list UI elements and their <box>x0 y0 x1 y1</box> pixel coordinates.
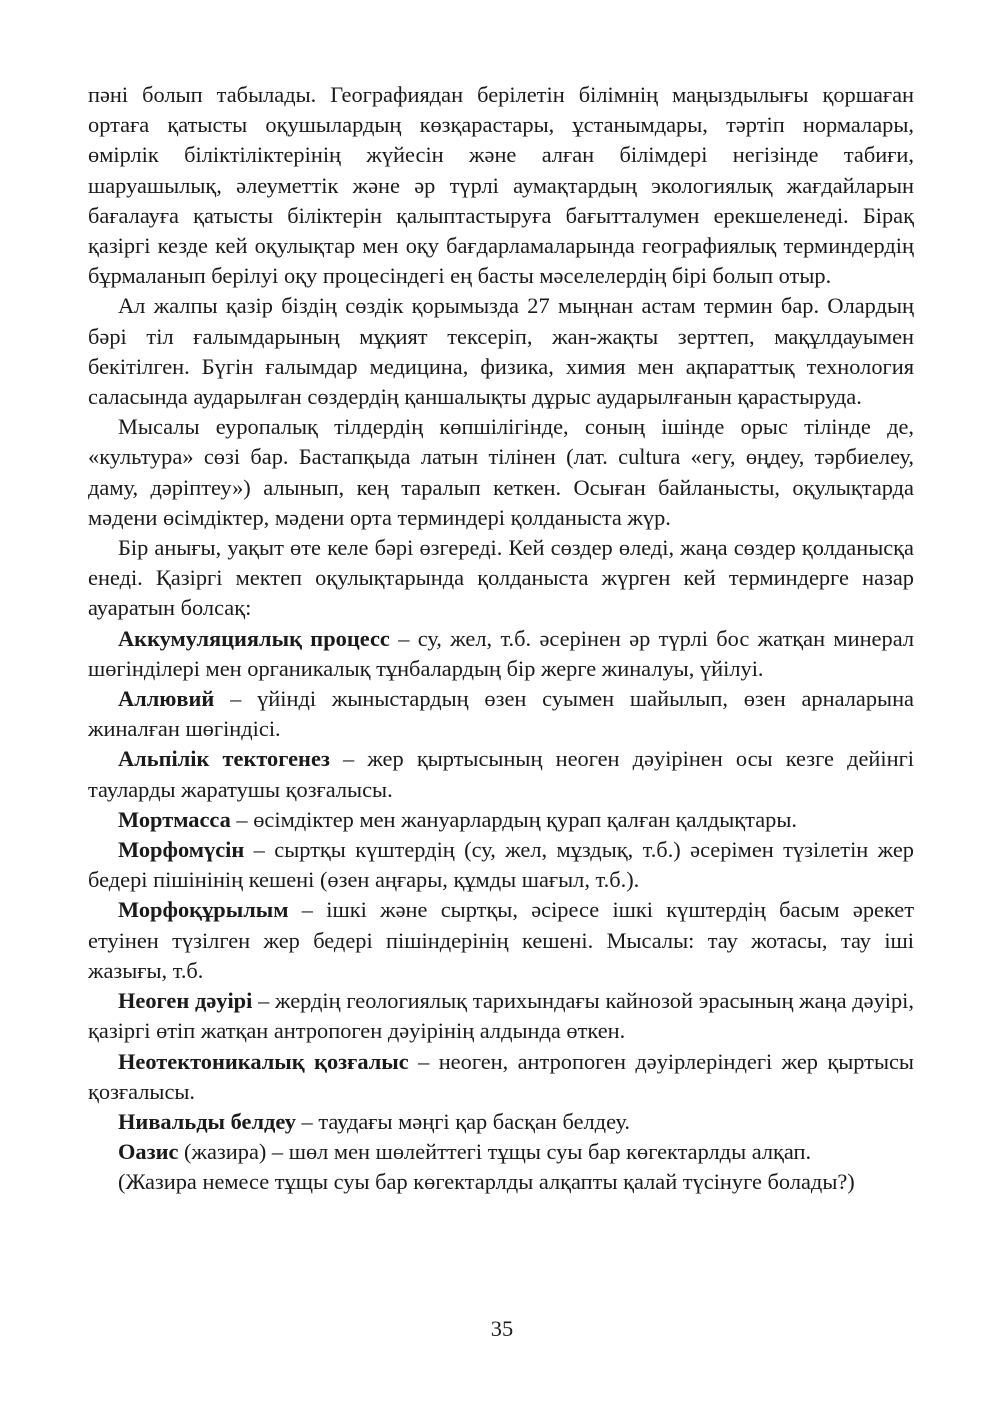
glossary-definition: – неоген, антропоген дәуірлеріндегі жер қыртысы қозғалысы. <box>88 1048 914 1104</box>
glossary-term: Оазис <box>118 1139 179 1165</box>
intro-paragraph-4: Бір анығы, уақыт өте келе бәрі өзгереді. Кей сөздер өледі, жаңа сөздер қолданысқа енеді. Қазіргі мектеп оқулықтарында қолданыста жүрген кей терминдерге назар ауаратын болсақ: <box>88 535 914 621</box>
glossary-definition: – жер қыртысының неоген дәуірінен осы кезге дейінгі тауларды жаратушы қозғалысы. <box>88 746 914 802</box>
glossary-entry <box>88 895 914 986</box>
glossary-term: Неоген дәуірі <box>118 988 253 1014</box>
glossary-term: Мортмасса <box>118 806 231 832</box>
glossary-term: Аллювий <box>118 686 215 712</box>
glossary-definition: (жазира) – шөл мен шөлейттегі тұщы суы бар көгектарлды алқап. <box>178 1139 812 1165</box>
glossary-entry <box>88 1137 914 1167</box>
glossary-definition: – жердің геологиялық тарихындағы кайнозой эрасының жаңа дәуірі, қазіргі өтіп жатқан антропоген дәуірінің алдында өткен. <box>88 988 915 1044</box>
glossary-definition: – өсімдіктер мен жануарлардың қурап қалған қалдықтары. <box>230 806 798 832</box>
glossary-term: Неотектоникалық қозғалыс <box>118 1048 409 1074</box>
glossary-term: Нивальды белдеу <box>118 1108 296 1134</box>
glossary-entry <box>88 744 914 804</box>
glossary-definition: – су, жел, т.б. әсерінен әр түрлі бос жатқан минерал шөгінділері мен органикалық тұнбалардың бір жерге жиналуы, үйілуі. <box>88 625 914 681</box>
glossary-definition: – сыртқы күштердің (су, жел, мұздық, т.б.) әсерімен түзілетін жер бедері пішінінің кешені (өзен аңғары, құмды шағыл, т.б.). <box>88 837 914 893</box>
glossary-term: Альпілік тектогенез <box>118 746 330 772</box>
glossary-definition: – үйінді жыныстардың өзен суымен шайылып, өзен арналарына жиналған шөгіндісі. <box>88 686 914 742</box>
page-body <box>88 80 914 1198</box>
glossary-entry <box>88 835 914 895</box>
intro-paragraph-1: пәні болып табылады. Географиядан берілетін білімнің маңыздылығы қоршаған ортаға қатысты оқушылардың көзқарастары, ұстанымдары, тәртіп нормалары, өмірлік біліктіліктерінің жүйесін және алған білімдері негізінде табиғи, шаруашылық, әлеуметтік және әр түрлі аумақтардың экологиялық жағдайларын бағалауға қатысты біліктерін қалыптастыруға бағытталумен ерекшеленеді. Бірақ қазіргі кезде кей оқулықтар мен оқу бағдарламаларында географиялық терминдердің бұрмаланып берілуі оқу процесіндегі ең басты мәселелердің бірі болып отыр. <box>88 82 914 289</box>
glossary-entry <box>88 805 914 835</box>
glossary-term: Морфомүсін <box>118 837 245 863</box>
glossary-entry <box>88 624 914 684</box>
glossary-term: Аккумуляциялық процесс <box>118 625 390 651</box>
intro-paragraph-3: Мысалы еуропалық тілдердің көпшілігінде, соның ішінде орыс тілінде де, «культура» сөзі бар. Бастапқыда латын тілінен (лат. cultura «егу, өңдеу, тәрбиелеу, даму, дәріптеу») алынып, кең таралып кеткен. Осыған байланысты, оқулықтарда мәдени өсімдіктер, мәдени орта терминдері қолданыста жүр. <box>88 414 914 530</box>
intro-paragraph-2: Ал жалпы қазір біздің сөздік қорымызда 27 мыңнан астам термин бар. Олардың бәрі тіл ғалымдарының мұқият тексеріп, жан-жақты зерттеп, мақұлдауымен бекітілген. Бүгін ғалымдар медицина, физика, химия мен ақпараттық технология саласында аударылған сөздердің қаншалықты дұрыс аударылғанын қарастыруда. <box>88 293 914 410</box>
glossary-definition: – ішкі және сыртқы, әсіресе ішкі күштердің басым әрекет етуінен түзілген жер бедері пішіндерінің кешені. Мысалы: тау жотасы, тау іші жазығы, т.б. <box>88 897 914 983</box>
glossary-definition: – таудағы мәңгі қар басқан белдеу. <box>295 1108 631 1134</box>
closing-question: (Жазира немесе тұщы суы бар көгектарлды алқапты қалай түсінуге болады?) <box>118 1169 855 1195</box>
glossary-term: Морфоқұрылым <box>118 897 289 923</box>
glossary-entry <box>88 1047 914 1107</box>
page-number: 35 <box>490 1316 514 1341</box>
glossary-entry <box>88 684 914 744</box>
glossary-entry <box>88 1107 914 1137</box>
glossary-entry <box>88 986 914 1046</box>
